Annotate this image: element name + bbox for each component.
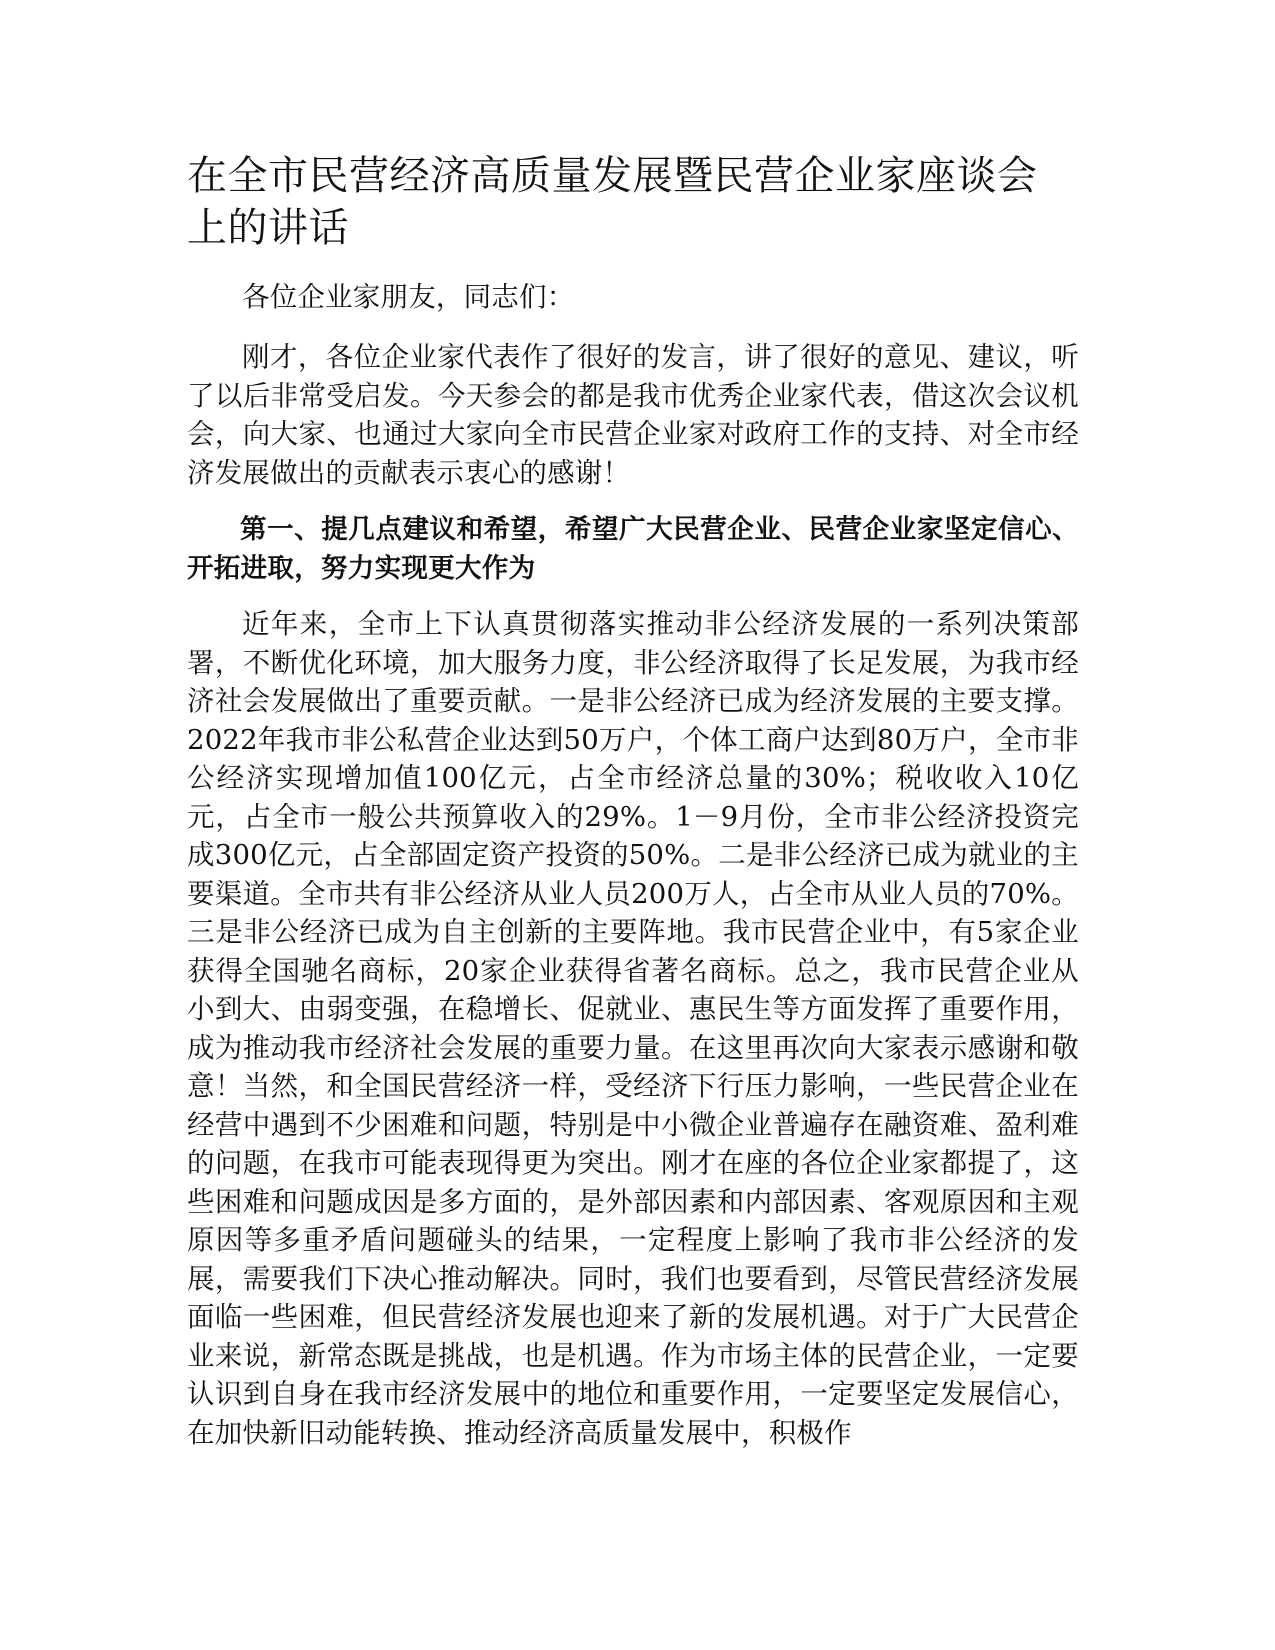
document-title: 在全市民营经济高质量发展暨民营企业家座谈会上的讲话	[187, 153, 1038, 251]
greeting-line: 各位企业家朋友，同志们：	[242, 281, 575, 313]
section-heading: 第一、提几点建议和希望，希望广大民营企业、民营企业家坚定信心、开拓进取，努力实现更大作为	[187, 514, 1079, 584]
body-paragraph: 近年来，全市上下认真贯彻落实推动非公经济发展的一系列决策部署，不断优化环境，加大服务力度，非公经济取得了长足发展，为我市经济社会发展做出了重要贡献。一是非公经济已成为经济发展的主要支撑。2022年我市非公私营企业达到50万户，个体工商户达到80万户，全市非公经济实现增加值100亿元，占全市经济总量的30%；税收收入10亿元，占全市一般公共预算收入的29%。1－9月份，全市非公经济投资完成300亿元，占全部固定资产投资的50%。二是非公经济已成为就业的主要渠道。全市共有非公经济从业人员200万人，占全市从业人员的70%。三是非公经济已成为自主创新的主要阵地。我市民营企业中，有5家企业获得全国驰名商标，20家企业获得省著名商标。总之，我市民营企业从小到大、由弱变强，在稳增长、促就业、惠民生等方面发挥了重要作用，成为推动我市经济社会发展的重要力量。在这里再次向大家表示感谢和敬意！当然，和全国民营经济一样，受经济下行压力影响，一些民营企业在经营中遇到不少困难和问题，特别是中小微企业普遍存在融资难、盈利难的问题，在我市可能表现得更为突出。刚才在座的各位企业家都提了，这些困难和问题成因是多方面的，是外部因素和内部因素、客观原因和主观原因等多重矛盾问题碰头的结果，一定程度上影响了我市非公经济的发展，需要我们下决心推动解决。同时，我们也要看到，尽管民营经济发展面临一些困难，但民营经济发展也迎来了新的发展机遇。对于广大民营企业来说，新常态既是挑战，也是机遇。作为市场主体的民营企业，一定要认识到自身在我市经济发展中的地位和重要作用，一定要坚定发展信心，在加快新旧动能转换、推动经济高质量发展中，积极作	[187, 608, 1079, 1449]
opening-paragraph: 刚才，各位企业家代表作了很好的发言，讲了很好的意见、建议，听了以后非常受启发。今天参会的都是我市优秀企业家代表，借这次会议机会，向大家、也通过大家向全市民营企业家对政府工作的支持、对全市经济发展做出的贡献表示衷心的感谢！	[187, 341, 1079, 489]
